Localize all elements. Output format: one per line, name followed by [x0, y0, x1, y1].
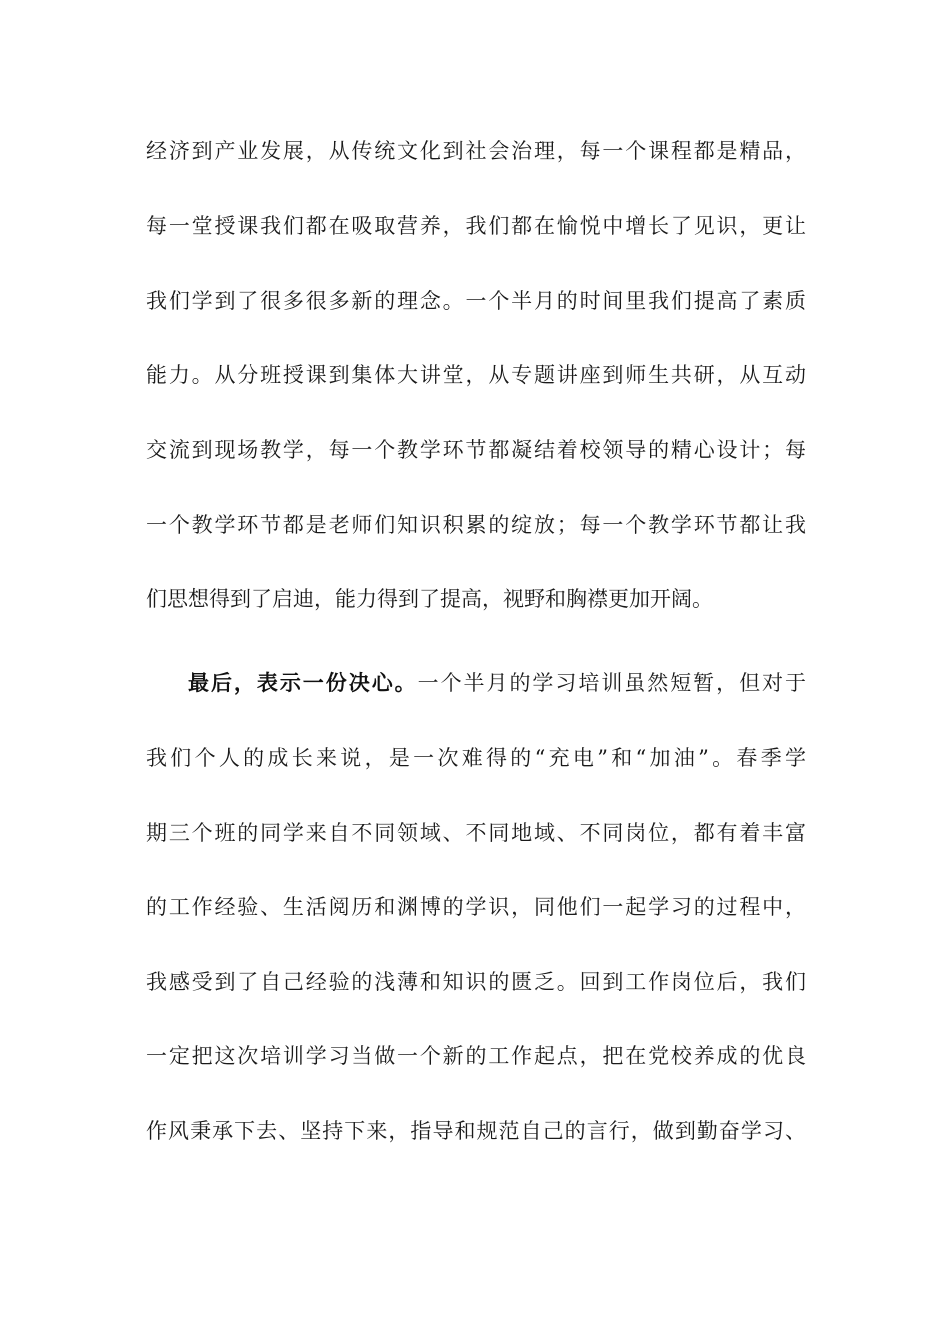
paragraph-2-line-7: 作风秉承下去、坚持下来，指导和规范自己的言行，做到勤奋学习、 — [146, 1119, 806, 1143]
paragraph-2-line-2: 我们个人的成长来说，是一次难得的“充电”和“加油”。春季学 — [146, 746, 806, 770]
paragraph-2-line-6: 一定把这次培训学习当做一个新的工作起点，把在党校养成的优良 — [146, 1044, 806, 1068]
paragraph-1-line-6: 一个教学环节都是老师们知识积累的绽放；每一个教学环节都让我 — [146, 513, 806, 537]
paragraph-1-line-3: 我们学到了很多很多新的理念。一个半月的时间里我们提高了素质 — [146, 289, 806, 313]
paragraph-2-line-4: 的工作经验、生活阅历和渊博的学识，同他们一起学习的过程中， — [146, 895, 806, 919]
paragraph-2-lead: 最后，表示一份决心。 — [188, 671, 418, 695]
paragraph-1-line-4: 能力。从分班授课到集体大讲堂，从专题讲座到师生共研，从互动 — [146, 363, 806, 387]
paragraph-1-line-5: 交流到现场教学，每一个教学环节都凝结着校领导的精心设计；每 — [146, 438, 806, 462]
paragraph-2-line-1-rest: 一个半月的学习培训虽然短暂，但对于 — [417, 671, 807, 695]
paragraph-1-line-2: 每一堂授课我们都在吸取营养，我们都在愉悦中增长了见识，更让 — [146, 214, 806, 238]
paragraph-1-line-7: 们思想得到了启迪，能力得到了提高，视野和胸襟更加开阔。 — [146, 587, 713, 611]
paragraph-2-line-5: 我感受到了自己经验的浅薄和知识的匮乏。回到工作岗位后，我们 — [146, 970, 806, 994]
paragraph-1-line-1: 经济到产业发展，从传统文化到社会治理，每一个课程都是精品， — [146, 139, 806, 163]
paragraph-2-line-3: 期三个班的同学来自不同领域、不同地域、不同岗位，都有着丰富 — [146, 821, 806, 845]
paragraph-2-line-1 — [188, 668, 806, 698]
